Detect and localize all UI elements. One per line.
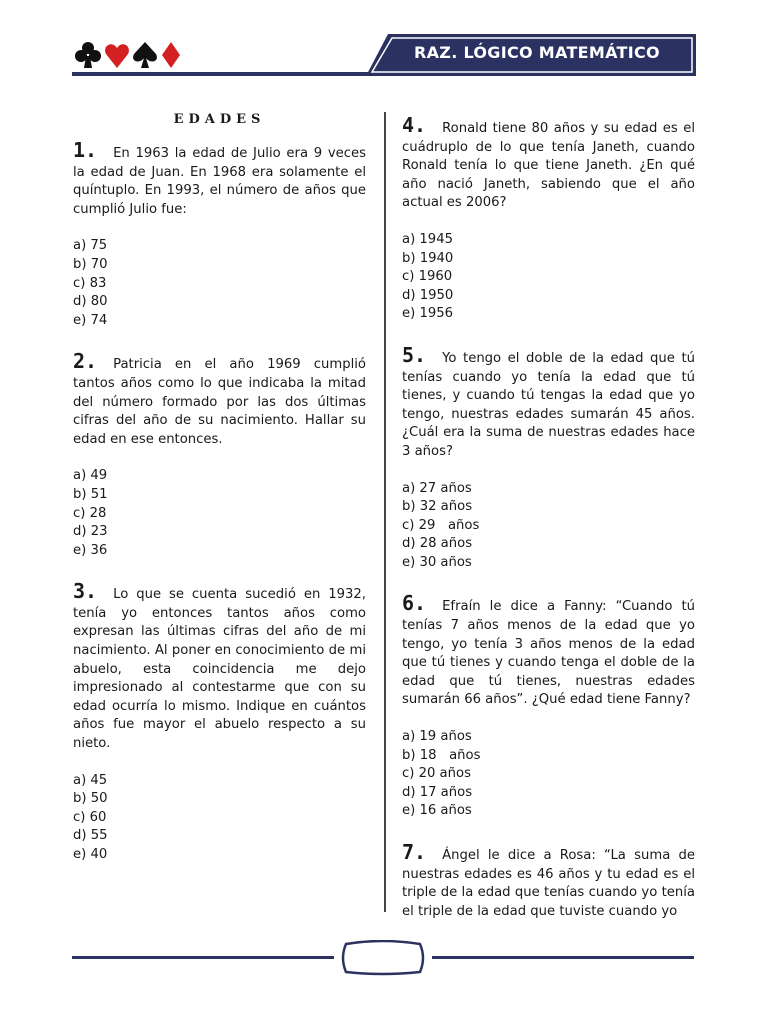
problem-7 (402, 840, 695, 921)
page-number-frame (338, 940, 426, 976)
option: e) 40 (73, 847, 108, 862)
problem-number: 6. (402, 591, 427, 616)
option-list (73, 467, 366, 560)
option: b) 50 (73, 791, 108, 807)
problem-6 (402, 591, 695, 821)
problem-text: Ángel le dice a Rosa: “La suma de nuestras edades es 46 años y tu edad es el triple de la edad que tenías cuando yo tenía el triple de la edad que tuviste cuando yo (402, 848, 695, 919)
option: a) 75 (73, 238, 108, 254)
option: d) 28 años (402, 536, 473, 552)
problem-number: 2. (73, 349, 98, 374)
column-divider (384, 112, 386, 912)
hearts-icon (104, 40, 130, 70)
problem-number: 1. (73, 138, 98, 162)
option: c) 83 (73, 275, 107, 291)
problem-5 (402, 342, 695, 573)
option: b) 70 (73, 256, 108, 272)
option: a) 1945 (402, 231, 453, 247)
option: e) 74 (73, 312, 108, 328)
problem-text: En 1963 la edad de Julio era 9 veces la edad de Juan. En 1968 era solamente el quíntuplo. En 1993, el número de años que cumplió Julio fue: (73, 146, 366, 217)
header-rule (72, 72, 372, 76)
diamonds-icon (160, 40, 182, 70)
option: e) 30 años (402, 554, 472, 570)
option: b) 51 (73, 486, 108, 502)
option-list (73, 237, 366, 330)
option: d) 1950 (402, 287, 454, 303)
option: a) 19 años (402, 729, 472, 745)
problem-text: Ronald tiene 80 años y su edad es el cuádruplo de lo que tenía Janeth, cuando Ronald tenía lo que tiene Janeth. ¿En qué año nació Janeth, sabiendo que el año actual es 2006? (402, 121, 695, 211)
problem-text: Lo que se cuenta sucedió en 1932, tenía yo entonces tantos años como expresan las últimas cifras del año de mi nacimiento. Al poner en conocimiento de mi abuelo, esta coincidencia me dejo impresionado al contestarme que con su edad ocurría lo mismo. Indique en cuántos años fue mayor el abuelo respecto a su nieto. (73, 587, 366, 752)
option-list (402, 480, 695, 573)
problem-4 (402, 113, 695, 324)
option: a) 45 (73, 772, 108, 788)
option-list (402, 728, 695, 821)
option: d) 23 (73, 524, 108, 540)
problem-number: 3. (73, 579, 98, 604)
header-title: RAZ. LÓGICO MATEMÁTICO (414, 43, 660, 62)
option: d) 55 (73, 828, 108, 844)
problem-2 (73, 349, 366, 560)
card-suits-logo (74, 40, 182, 74)
problem-number: 4. (402, 113, 427, 137)
option: b) 32 años (402, 499, 473, 515)
option: e) 16 años (402, 803, 472, 819)
option: c) 28 (73, 505, 107, 521)
option-list (73, 772, 366, 865)
option: b) 1940 (402, 250, 454, 266)
problem-number: 7. (402, 840, 427, 864)
problem-number: 5. (402, 342, 427, 367)
spades-icon (132, 40, 158, 70)
problem-1 (73, 138, 366, 330)
header-banner (366, 34, 696, 76)
footer-rule-left (72, 956, 334, 959)
option: b) 18 años (402, 747, 481, 763)
option: c) 29 años (402, 517, 480, 533)
option: d) 17 años (402, 784, 473, 800)
option: c) 60 (73, 809, 107, 825)
problem-text: Yo tengo el doble de la edad que tú tenías cuando yo tenía la edad que tú tienes, y cuando tú tengas la edad que yo tengo, nuestras edades sumarán 45 años. ¿Cuál era la suma de nuestras edades hace 3 años? (402, 350, 695, 459)
option: e) 1956 (402, 306, 454, 322)
option: c) 1960 (402, 269, 453, 285)
option: c) 20 años (402, 766, 471, 782)
footer-rule-right (432, 956, 694, 959)
clubs-icon (74, 40, 102, 70)
left-column (73, 100, 366, 887)
option: d) 80 (73, 294, 108, 310)
problem-text: Patricia en el año 1969 cumplió tantos años como lo que indicaba la mitad del número formado por las dos últimas cifras del año de su nacimiento. Hallar su edad en ese entonces. (73, 357, 366, 447)
right-column (402, 113, 695, 943)
option: e) 36 (73, 542, 108, 558)
section-title: EDADES (173, 112, 266, 127)
problem-text: Efraín le dice a Fanny: “Cuando tú tenías 7 años menos de la edad que yo tengo, yo tenía 3 años menos de la edad que tú tienes y cuando tenga el doble de la edad que tú tienes, nuestras edades sumarán 66 años”. ¿Qué edad tiene Fanny? (402, 599, 695, 708)
problem-3 (73, 579, 366, 864)
option-list (402, 231, 695, 324)
option: a) 49 (73, 468, 108, 484)
option: a) 27 años (402, 480, 472, 496)
